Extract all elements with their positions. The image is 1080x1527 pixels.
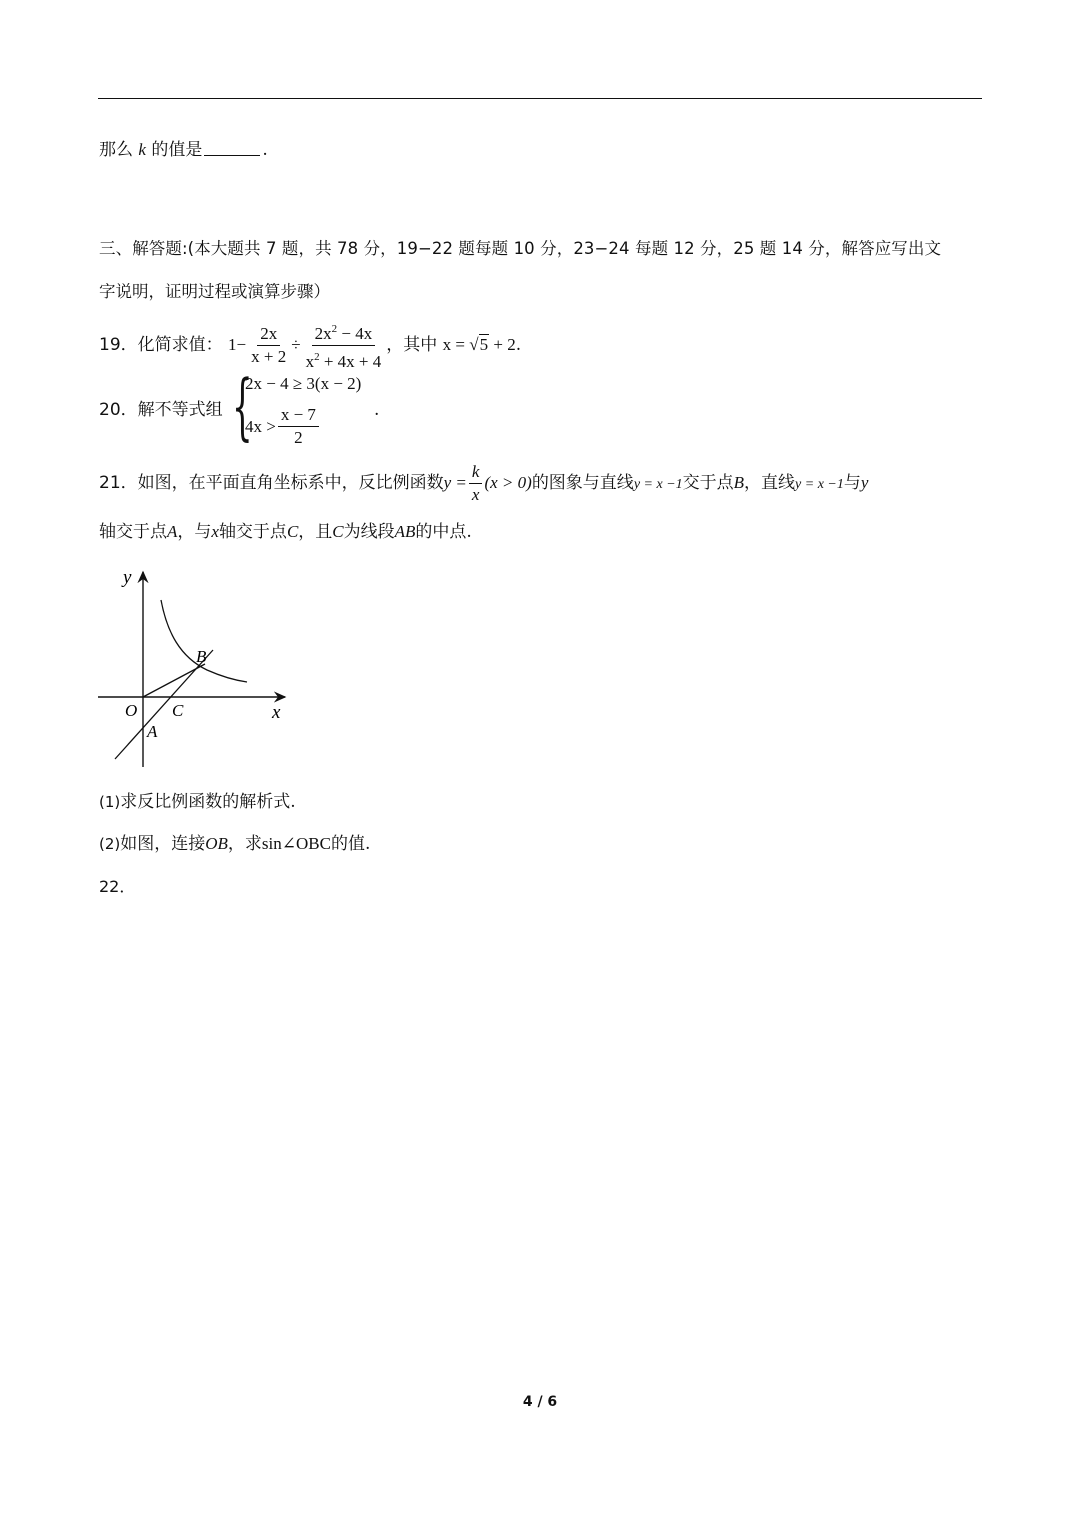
q21-line2-e: 为线段 xyxy=(343,522,395,542)
q21-pt-a: A xyxy=(167,522,178,541)
q21-text3: 交于点 xyxy=(682,473,734,493)
sub2-text-c: 的值. xyxy=(330,834,371,854)
q19 xyxy=(99,318,521,373)
q19-sqrt: √5 xyxy=(469,335,489,354)
q20-ineq2-den: 2 xyxy=(294,428,303,447)
q19-op: ÷ xyxy=(291,335,301,354)
q20-ineq2-num: x − 7 xyxy=(278,404,319,427)
q21-text2: 的图象与直线 xyxy=(531,473,634,493)
q20-ineq2-left: 4x > xyxy=(245,416,276,436)
q20-brace: { xyxy=(232,364,253,448)
sub2-tag: (2) xyxy=(99,835,121,853)
q21-line2-f: 的中点. xyxy=(415,522,472,542)
q22-number: 22． xyxy=(99,877,136,896)
sub1 xyxy=(99,790,296,814)
q19-frac2-den-b: + 4x + 4 xyxy=(319,352,382,371)
q19-frac1 xyxy=(248,323,289,368)
q19-cond-a: x = xyxy=(442,335,470,354)
q21-axis-y: y xyxy=(860,473,869,492)
sub1-tag: (1) xyxy=(99,793,121,811)
header-rule xyxy=(98,98,982,99)
label-x: x xyxy=(272,702,281,723)
q19-cond-b: + 2 xyxy=(489,335,516,354)
q20-label: 解不等式组 xyxy=(137,400,223,420)
q18-tail xyxy=(99,138,268,162)
q21-seg: AB xyxy=(394,522,416,541)
sub2-ob: OB xyxy=(205,834,228,853)
q21-line-eq2: y = x −1 xyxy=(795,477,844,492)
q19-end: . xyxy=(515,335,522,355)
q19-rad: 5 xyxy=(479,335,489,354)
label-y: y xyxy=(123,567,132,588)
q19-frac2-num-a: 2x xyxy=(314,324,332,343)
label-c: C xyxy=(172,701,184,720)
q20-ineq2-frac xyxy=(278,404,319,449)
page-number: 4 / 6 xyxy=(522,1394,558,1410)
hyperbola-curve xyxy=(161,600,247,682)
q19-comma: ，其中 xyxy=(386,335,438,355)
q19-frac2: $\frac{2x^2 - 4x}{x^2 + 4x + 4}$ xyxy=(303,318,385,373)
q19-frac2-num-b: − 4x xyxy=(337,324,373,343)
q21-func-frac xyxy=(469,461,483,506)
q21-func-num: k xyxy=(469,461,483,484)
q21-func-cond: (x > 0) xyxy=(484,473,532,492)
q21-line2-a: 轴交于点 xyxy=(99,522,167,542)
q20-number: 20． xyxy=(99,400,138,420)
q20-end: . xyxy=(374,400,380,420)
label-o: O xyxy=(125,701,138,720)
q18-end: . xyxy=(262,140,268,160)
q19-frac1-den: x + 2 xyxy=(251,347,287,366)
sub1-text: 求反比例函数的解析式. xyxy=(120,792,296,812)
q21-pt-c: C xyxy=(286,522,299,541)
q19-frac1-num: 2x xyxy=(257,323,280,346)
label-a: A xyxy=(147,722,158,741)
q21-pt-c2: C xyxy=(332,522,344,541)
q21-axis-x: x xyxy=(211,522,219,541)
label-b: B xyxy=(196,647,207,666)
q18-var: k xyxy=(138,140,146,159)
q20-ineq1: 2x − 4 ≥ 3(x − 2) xyxy=(245,374,362,393)
q18-prefix: 那么 xyxy=(99,140,133,160)
q21-pt-b: B xyxy=(733,473,745,492)
q21-number: 21． xyxy=(99,473,138,493)
sub2 xyxy=(99,832,370,856)
q18-suffix: 的值是 xyxy=(151,140,203,160)
sub2-text-a: 如图，连接 xyxy=(120,834,206,854)
sub2-sin: sin∠OBC xyxy=(261,834,331,853)
q21-text5: 与 xyxy=(843,473,861,493)
coordinate-figure xyxy=(95,562,295,772)
q21-line2 xyxy=(99,520,472,544)
answer-blank xyxy=(204,139,260,156)
q20-ineq2 xyxy=(245,404,321,449)
q19-number: 19． xyxy=(99,335,138,355)
q21-func-left: y = xyxy=(443,473,467,492)
section3-line1: 三、解答题:(本大题共 7 题，共 78 分，19−22 题每题 10 分，23−24 每题 12 分，25 题 14 分，解答应写出文 xyxy=(99,239,942,258)
sub2-text-b: ，求 xyxy=(227,834,262,854)
q21-func-den: x xyxy=(471,485,480,504)
q20 xyxy=(99,398,223,422)
q21-text4: ，直线 xyxy=(744,473,796,493)
q21-line2-c: 轴交于点 xyxy=(218,522,287,542)
q21-line-eq: y = x −1 xyxy=(633,477,683,492)
q19-label: 化简求值： xyxy=(137,335,223,355)
q21-line1 xyxy=(99,460,868,508)
q21-line2-b: ，与 xyxy=(177,522,212,542)
section3-line2: 字说明，证明过程或演算步骤） xyxy=(99,282,330,301)
q21-text1: 如图，在平面直角坐标系中，反比例函数 xyxy=(137,473,444,493)
q19-frac2-den-a: x xyxy=(305,352,315,371)
q21-line2-d: ，且 xyxy=(298,522,333,542)
q19-lead: 1− xyxy=(228,335,247,354)
segment-ob xyxy=(143,664,205,697)
